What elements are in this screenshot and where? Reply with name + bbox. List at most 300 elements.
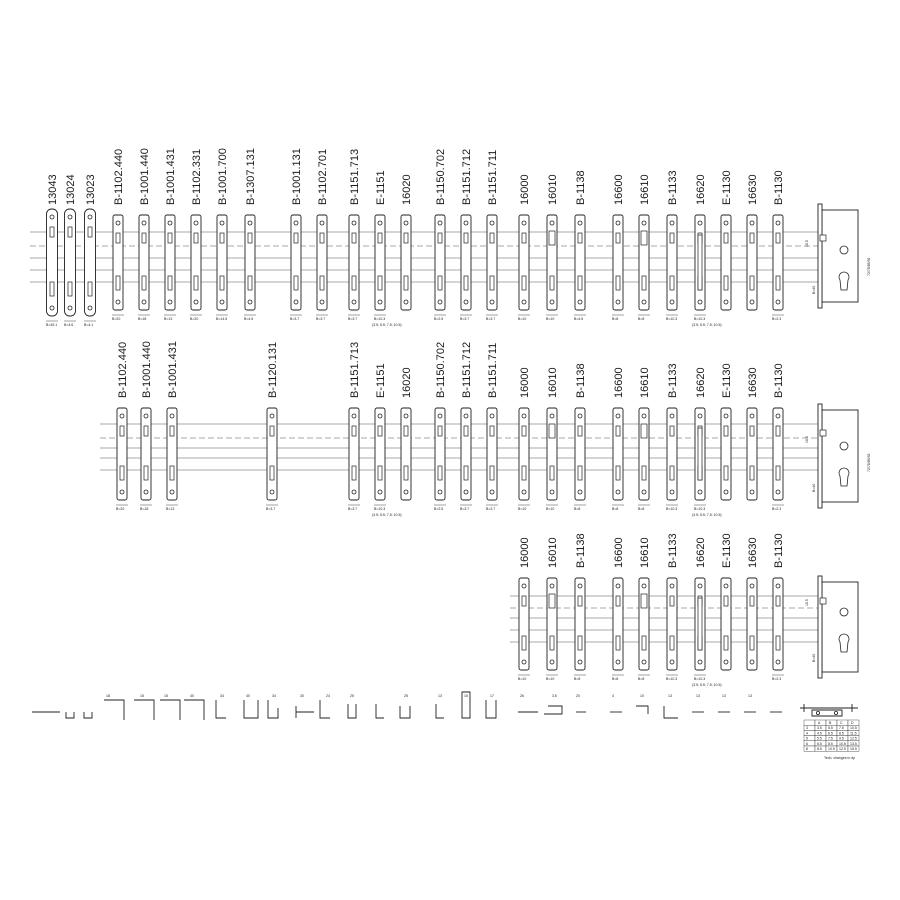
- table-cell-text: 3: [806, 726, 808, 731]
- profile-dimension: 10: [640, 694, 644, 698]
- dimension-note: B=18: [138, 317, 147, 321]
- plate-code-label: 13023: [85, 174, 97, 205]
- latch-slot: [170, 426, 174, 436]
- adjustable-latch-insert: [549, 231, 555, 245]
- table-header-text: A: [818, 721, 821, 725]
- latch-slot: [776, 596, 780, 606]
- dimension-note: B=2.3: [772, 317, 782, 321]
- striking-plate: [141, 408, 151, 500]
- screw-hole: [724, 221, 728, 225]
- dimension-note: B=10.3: [694, 317, 706, 321]
- profile-dimension: 13: [668, 694, 672, 698]
- plate-code-label: B-1102.331: [191, 148, 203, 205]
- latch-slot: [464, 233, 468, 243]
- dimension-note: B=4.5: [574, 317, 584, 321]
- screw-hole: [578, 490, 582, 494]
- bolt-slot: [168, 276, 172, 290]
- table-header-text: B: [829, 721, 832, 725]
- screw-hole: [670, 414, 674, 418]
- screw-hole: [438, 221, 442, 225]
- striking-plate: [773, 408, 783, 500]
- table-cell-text: 12.5: [839, 747, 846, 751]
- striking-plate: [435, 408, 445, 500]
- dimension-subnote: (3.5; 5.5; 7.5; 10.5): [372, 323, 402, 327]
- latch-slot: [464, 426, 468, 436]
- bolt-slot: [522, 276, 526, 290]
- screw-hole: [776, 414, 780, 418]
- striking-plate: [575, 578, 585, 670]
- striking-plate: [165, 215, 175, 310]
- striking-plate: [461, 215, 471, 310]
- screw-hole: [168, 221, 172, 225]
- striking-plate: [117, 408, 127, 500]
- dimension-note: B=20: [112, 317, 121, 321]
- table-cell-text: 4.5: [817, 731, 822, 736]
- dimension-note: B=45.1: [46, 323, 58, 327]
- dimension-note: B=2.5: [434, 317, 444, 321]
- plate-code-label: 16020: [401, 367, 413, 398]
- lock-distance-note: 72/78/85/92: [867, 453, 871, 472]
- dimension-note: B=20: [190, 317, 199, 321]
- screw-hole: [578, 414, 582, 418]
- bolt-slot: [776, 636, 780, 650]
- screw-hole: [750, 660, 754, 664]
- screw-hole: [352, 221, 356, 225]
- plate-code-label: 16620: [695, 367, 707, 398]
- profile-dimension: 4: [612, 694, 614, 698]
- screw-hole: [320, 300, 324, 304]
- bolt-slot: [616, 276, 620, 290]
- bolt-slot: [116, 276, 120, 290]
- striking-plate: [401, 215, 411, 310]
- screw-hole: [642, 221, 646, 225]
- dimension-note: B=3.7: [266, 507, 276, 511]
- striking-plate: [667, 408, 677, 500]
- striking-plate: [613, 215, 623, 310]
- striking-plate: [773, 578, 783, 670]
- dimension-note: B=4.6: [64, 323, 74, 327]
- striking-plate: [245, 215, 255, 310]
- table-cell-text: 10.5: [828, 747, 835, 751]
- plate-code-label: B-1138: [575, 533, 587, 568]
- striking-plate: [547, 578, 557, 670]
- screw-hole: [776, 221, 780, 225]
- latch-slot: [120, 426, 124, 436]
- screw-hole: [490, 221, 494, 225]
- latch-slot: [724, 426, 728, 436]
- table-cell-text: 7.5: [828, 736, 833, 741]
- table-cell-text: 8.5: [828, 741, 833, 746]
- latch-slot: [220, 233, 224, 243]
- plate-code-label: B-1102.440: [117, 341, 129, 398]
- profile-dimension: 25: [350, 694, 354, 698]
- bolt-slot: [270, 466, 274, 480]
- bolt-slot: [724, 466, 728, 480]
- striking-plate: [613, 578, 623, 670]
- screw-hole: [464, 414, 468, 418]
- screw-hole: [404, 300, 408, 304]
- dimension-note: B=10: [518, 507, 527, 511]
- screw-hole: [142, 221, 146, 225]
- profile-dimension: 40: [246, 694, 250, 698]
- screw-hole: [144, 490, 148, 494]
- table-note: Tech. changes in dp: [824, 756, 856, 761]
- dimension-note: B=8: [638, 317, 645, 321]
- plate-code-label: B-1307.131: [245, 148, 257, 205]
- latch-slot: [724, 233, 728, 243]
- screw-hole: [464, 490, 468, 494]
- screw-hole: [750, 221, 754, 225]
- screw-hole: [294, 221, 298, 225]
- screw-hole: [724, 300, 728, 304]
- table-cell-text: 10.5: [839, 741, 846, 746]
- plate-code-label: 16600: [613, 367, 625, 398]
- plate-code-label: 16010: [547, 367, 559, 398]
- plate-code-label: B-1133: [667, 533, 679, 568]
- screw-hole: [88, 306, 92, 310]
- table-cell-text: 8.5: [817, 747, 822, 751]
- bolt-slot: [616, 466, 620, 480]
- plate-code-label: B-1133: [667, 170, 679, 205]
- dimension-note: B=20: [116, 507, 125, 511]
- lock-depth-note: B=40: [812, 285, 816, 294]
- striking-plate: [667, 215, 677, 310]
- screw-hole: [490, 414, 494, 418]
- frame-profile: [160, 700, 180, 720]
- latch-slot: [142, 233, 146, 243]
- table-cell-text: 9.5: [839, 736, 844, 741]
- plate-code-label: B-1130: [773, 363, 785, 398]
- bolt-slot: [120, 466, 124, 480]
- table-cell-text: 12.5: [850, 736, 857, 741]
- bolt-slot: [170, 466, 174, 480]
- striking-plate: [65, 209, 76, 316]
- screw-hole: [490, 490, 494, 494]
- latch-slot: [522, 233, 526, 243]
- dimension-subnote: (3.5; 5.5; 7.5; 10.5): [692, 513, 722, 517]
- screw-hole: [616, 660, 620, 664]
- striking-plate: [519, 578, 529, 670]
- bolt-slot: [750, 276, 754, 290]
- bolt-slot: [142, 276, 146, 290]
- striking-plate: [139, 215, 149, 310]
- bolt-slot: [220, 276, 224, 290]
- table-detail-drawing: [800, 704, 858, 716]
- striking-plate: [639, 215, 649, 310]
- screw-hole: [116, 300, 120, 304]
- dimension-note: B=10.3: [374, 507, 386, 511]
- plate-code-label: 16000: [519, 537, 531, 568]
- striking-plate: [773, 215, 783, 310]
- screw-hole: [550, 300, 554, 304]
- striking-plate: [519, 408, 529, 500]
- frame-profile: [244, 700, 258, 718]
- bolt-slot: [50, 282, 54, 296]
- lock-body-row2: [805, 404, 871, 508]
- latch-slot: [404, 426, 408, 436]
- dimension-note: B=10.3: [666, 507, 678, 511]
- bolt-slot: [68, 282, 72, 296]
- profile-dimension: 30: [300, 694, 304, 698]
- plate-code-label: B-1120.131: [267, 341, 279, 398]
- plate-code-label: 16010: [547, 537, 559, 568]
- striking-plate: [375, 215, 385, 310]
- plate-code-label: 16000: [519, 367, 531, 398]
- latch-slot: [438, 233, 442, 243]
- dimension-note: B=4.1: [84, 323, 94, 327]
- dimension-subnote: (3.5; 5.5; 7.5; 10.5): [372, 513, 402, 517]
- latch-slot: [270, 426, 274, 436]
- dimension-note: B=10: [546, 507, 555, 511]
- table-cell-text: 13.5: [850, 741, 857, 746]
- screw-hole: [642, 490, 646, 494]
- screw-hole: [578, 221, 582, 225]
- bolt-slot: [464, 276, 468, 290]
- screw-hole: [438, 414, 442, 418]
- striking-plate: [575, 215, 585, 310]
- latch-slot: [194, 233, 198, 243]
- latch-slot: [776, 233, 780, 243]
- latch-slot: [68, 227, 72, 237]
- dimension-note: B=2.5: [434, 507, 444, 511]
- frame-profile: [66, 712, 74, 718]
- frame-profile: [376, 704, 410, 718]
- profile-dimension: 17: [490, 694, 494, 698]
- plate-code-label: 16610: [639, 367, 651, 398]
- profile-dimension: 34: [272, 694, 276, 698]
- screw-hole: [522, 414, 526, 418]
- screw-hole: [50, 215, 54, 219]
- striking-plate: [85, 209, 96, 316]
- plate-code-label: B-1130: [773, 170, 785, 205]
- striking-plate: [113, 215, 123, 310]
- dimension-note: B=3.7: [316, 317, 326, 321]
- latch-slot: [378, 426, 382, 436]
- table-cell-text: 3.5: [817, 726, 822, 731]
- bolt-slot: [724, 636, 728, 650]
- striking-plate: [375, 408, 385, 500]
- latch-slot: [522, 426, 526, 436]
- striking-plate: [639, 408, 649, 500]
- latch-slot: [578, 596, 582, 606]
- frame-profile: [134, 700, 154, 720]
- screw-hole: [404, 414, 408, 418]
- plate-code-label: B-1102.440: [113, 148, 125, 205]
- plate-code-label: B-1133: [667, 363, 679, 398]
- table-cell-text: 5: [806, 736, 808, 741]
- latch-slot: [378, 233, 382, 243]
- dimension-note: B=10.3: [666, 677, 678, 681]
- screw-hole: [120, 414, 124, 418]
- screw-hole: [670, 490, 674, 494]
- plate-code-label: B-1001.131: [291, 148, 303, 205]
- screw-hole: [578, 584, 582, 588]
- dimension-note: B=10.3: [666, 317, 678, 321]
- latch-slot: [724, 596, 728, 606]
- screw-hole: [294, 300, 298, 304]
- plate-code-label: B-1151.712: [461, 148, 473, 205]
- frame-profile: [544, 706, 562, 714]
- profile-dimension: 15: [164, 694, 168, 698]
- bolt-slot: [438, 466, 442, 480]
- screw-hole: [50, 306, 54, 310]
- plate-code-label: B-1001.440: [141, 341, 153, 398]
- table-cell-text: 10.5: [850, 726, 857, 731]
- frame-profile: [184, 700, 204, 720]
- screw-hole: [220, 300, 224, 304]
- screw-hole: [270, 414, 274, 418]
- frame-profile: [436, 704, 444, 718]
- striking-plate: [217, 215, 227, 310]
- dimension-note: B=8: [574, 677, 581, 681]
- dimension-note: B=10.3: [694, 507, 706, 511]
- screw-hole: [670, 660, 674, 664]
- plate-code-label: B-1150.702: [435, 341, 447, 398]
- dimension-note: B=13: [166, 507, 175, 511]
- screw-hole: [616, 300, 620, 304]
- plate-code-label: B-1138: [575, 170, 587, 205]
- screw-hole: [616, 490, 620, 494]
- latch-slot: [116, 233, 120, 243]
- bolt-slot: [724, 276, 728, 290]
- dimension-note: B=3.7: [290, 317, 300, 321]
- screw-hole: [642, 300, 646, 304]
- lock-backset-note: 16.5: [805, 599, 809, 606]
- screw-hole: [724, 584, 728, 588]
- latch-slot: [490, 426, 494, 436]
- bolt-slot: [464, 466, 468, 480]
- screw-hole: [438, 300, 442, 304]
- dimension-note: B=8: [612, 317, 619, 321]
- screw-hole: [550, 584, 554, 588]
- long-slot: [698, 428, 702, 480]
- screw-hole: [642, 414, 646, 418]
- profile-dimension: 26: [520, 694, 524, 698]
- bolt-slot: [378, 276, 382, 290]
- latch-slot: [616, 233, 620, 243]
- plate-code-label: 13043: [47, 174, 59, 205]
- latch-slot: [750, 233, 754, 243]
- striking-plate: [721, 215, 731, 310]
- latch-slot: [490, 233, 494, 243]
- latch-slot: [578, 233, 582, 243]
- screw-hole: [522, 660, 526, 664]
- bolt-slot: [670, 466, 674, 480]
- screw-hole: [724, 414, 728, 418]
- screw-hole: [550, 490, 554, 494]
- striking-plate: [547, 215, 557, 310]
- screw-hole: [248, 221, 252, 225]
- screw-hole: [378, 221, 382, 225]
- plate-code-label: B-1151.711: [487, 149, 499, 205]
- screw-hole: [698, 300, 702, 304]
- latch-slot: [168, 233, 172, 243]
- screw-hole: [776, 490, 780, 494]
- striking-plate: [667, 578, 677, 670]
- striking-plate: [721, 408, 731, 500]
- screw-hole: [616, 414, 620, 418]
- latch-slot: [404, 233, 408, 243]
- bolt-slot: [490, 466, 494, 480]
- bolt-slot: [578, 636, 582, 650]
- plate-code-label: 16020: [401, 174, 413, 205]
- bolt-slot: [750, 636, 754, 650]
- screw-hole: [68, 215, 72, 219]
- profile-dimension: 15: [140, 694, 144, 698]
- screw-hole: [578, 300, 582, 304]
- striking-plate: [47, 209, 58, 316]
- table-header-cell: [804, 720, 815, 725]
- screw-hole: [490, 300, 494, 304]
- striking-plate: [747, 408, 757, 500]
- screw-hole: [378, 490, 382, 494]
- screw-hole: [464, 300, 468, 304]
- screw-hole: [352, 300, 356, 304]
- latch-slot: [522, 596, 526, 606]
- plate-code-label: B-1001.700: [217, 148, 229, 205]
- plate-code-label: 16620: [695, 537, 707, 568]
- latch-slot: [50, 227, 54, 237]
- plate-code-label: B-1150.702: [435, 148, 447, 205]
- screw-hole: [776, 660, 780, 664]
- profile-dimension: 40: [190, 694, 194, 698]
- screw-hole: [404, 490, 408, 494]
- profile-dimension: 13: [722, 694, 726, 698]
- bolt-slot: [750, 466, 754, 480]
- table-header-cell: [815, 720, 826, 725]
- plate-code-label: 16600: [613, 537, 625, 568]
- plate-code-label: B-1151.711: [487, 342, 499, 398]
- plate-code-label: 13024: [65, 174, 77, 205]
- striking-plate: [747, 215, 757, 310]
- latch-slot: [320, 233, 324, 243]
- latch-slot: [670, 426, 674, 436]
- striking-plate: [349, 408, 359, 500]
- profile-dimension: 24: [326, 694, 330, 698]
- screw-hole: [464, 221, 468, 225]
- bolt-slot: [670, 276, 674, 290]
- striking-plate: [721, 578, 731, 670]
- screw-hole: [352, 414, 356, 418]
- dimension-note: B=8: [574, 507, 581, 511]
- bolt-slot: [248, 276, 252, 290]
- plate-code-label: B-1138: [575, 363, 587, 398]
- profile-dimension: 20: [576, 694, 580, 698]
- dimension-note: B=2.3: [772, 677, 782, 681]
- table-cell-text: 5.5: [817, 736, 822, 741]
- screw-hole: [670, 584, 674, 588]
- bolt-slot: [642, 466, 646, 480]
- dimension-note: B=3.7: [348, 317, 358, 321]
- plate-code-label: E-1151: [375, 363, 387, 398]
- plate-code-label: 16010: [547, 174, 559, 205]
- screw-hole: [550, 414, 554, 418]
- bolt-slot: [642, 276, 646, 290]
- striking-plate: [639, 578, 649, 670]
- plate-code-label: B-1001.431: [167, 341, 179, 398]
- screw-hole: [698, 490, 702, 494]
- dimension-note: B=14.5: [216, 317, 228, 321]
- dimension-note: B=8: [612, 507, 619, 511]
- latch-slot: [294, 233, 298, 243]
- dimension-note: B=2.3: [772, 507, 782, 511]
- long-slot: [698, 235, 702, 290]
- bolt-slot: [320, 276, 324, 290]
- dimension-note: B=10: [518, 317, 527, 321]
- striking-plate: [487, 408, 497, 500]
- screw-hole: [194, 300, 198, 304]
- plate-code-label: B-1151.712: [461, 341, 473, 398]
